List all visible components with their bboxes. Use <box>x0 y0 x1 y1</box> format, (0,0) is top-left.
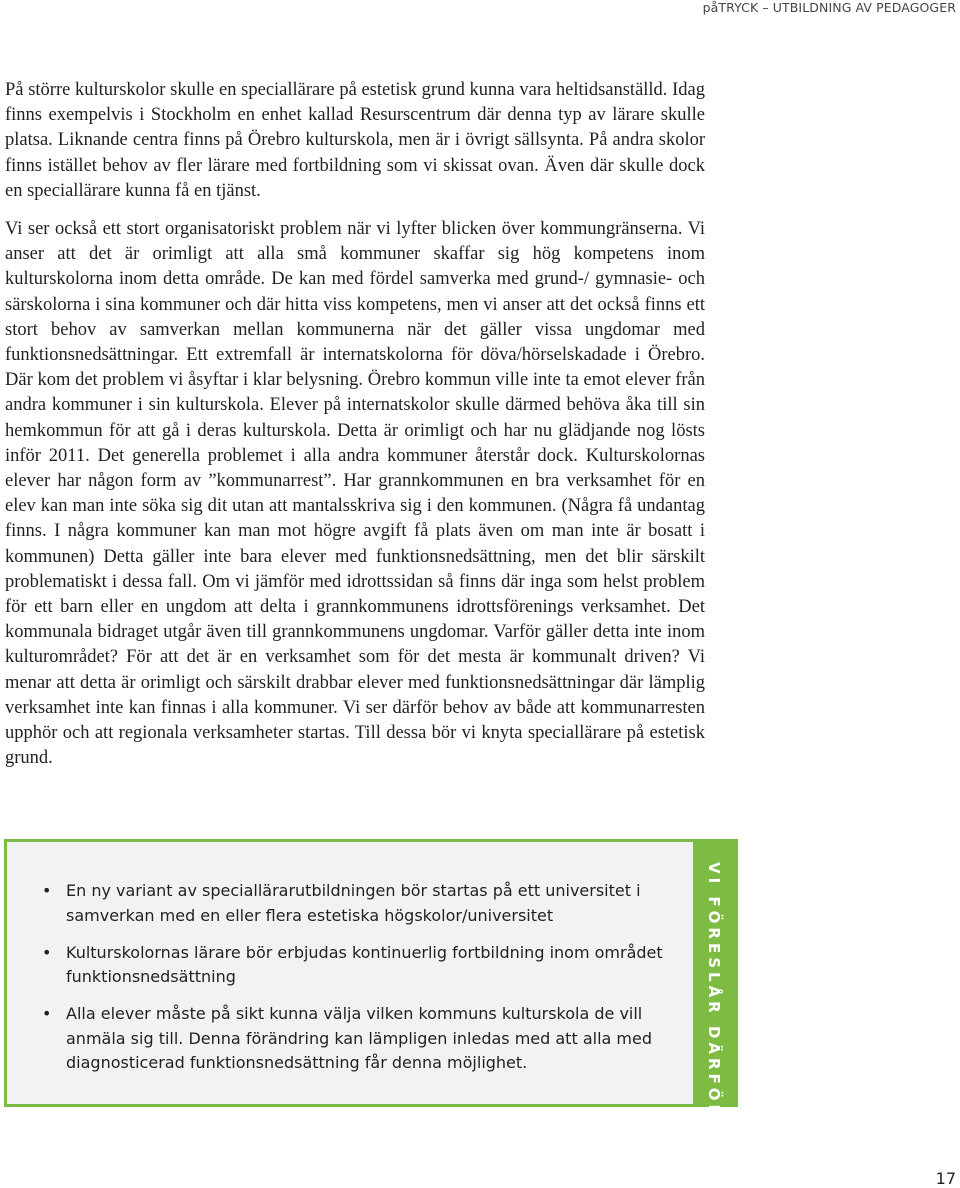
page-number: 17 <box>935 1169 956 1188</box>
list-item <box>42 879 672 928</box>
proposal-list <box>42 879 672 1088</box>
proposal-box <box>4 839 738 1149</box>
bullet-icon: • <box>42 1004 52 1023</box>
paragraph: På större kulturskolor skulle en speciallärare på estetisk grund kunna vara heltidsanställd. Idag finns exempelvis i Stockholm en enhet kallad Resurscentrum där denna typ av lärare skulle platsa. Liknande centra finns på Örebro kulturskola, men är i övrigt sällsynta. På andra skolor finns istället behov av fler lärare med fortbildning som vi skissat ovan. Även där skulle dock en speciallärare kunna få en tjänst. <box>5 80 705 201</box>
list-item <box>42 1002 672 1076</box>
running-header: påTRYCK – UTBILDNING AV PEDAGOGER <box>702 0 956 15</box>
list-item-text: En ny variant av speciallärarutbildningen bör startas på ett universitet i samverkan med en eller flera estetiska högskolor/universitet <box>66 881 641 925</box>
bullet-icon: • <box>42 942 52 962</box>
list-item-text: Kulturskolornas lärare bör erbjudas kontinuerlig fortbildning inom området funktionsnedsättning <box>66 942 663 986</box>
list-item <box>42 941 672 990</box>
side-tab-label: VI FÖRESLÅR DÄRFÖR … <box>705 862 723 1149</box>
paragraph: Vi ser också ett stort organisatoriskt problem när vi lyfter blicken över kommungränserna. Vi anser att det är orimligt att alla små kommuner skaffar sig hög kompetens inom kulturskolorna inom detta område. De kan med fördel samverka med grund-/ gymnasie- och särskolorna i sina kommuner och där hitta viss kompetens, men vi anser att det också finns ett stort behov av samverkan mellan kommunerna när det gäller vissa ungdomar med funktionsnedsättningar. Ett extremfall är internatskolorna för döva/hörselskadade i Örebro. Där kom det problem vi åsyftar i klar belysning. Örebro kommun ville inte ta emot elever från andra kommuner i sin kulturskola. Elever på internatskolor skulle därmed behöva åka till sin hemkommun för att gå i deras kulturskola. Detta är orimligt och har nu glädjande nog lösts inför 2011. Det generella problemet i alla andra kommuner återstår dock. Kulturskolornas elever har någon form av ”kommunarrest”. Har grannkommunen en bra verksamhet för en elev kan man inte söka sig dit utan att mantalsskriva sig i den kommunen. (Några få undantag finns. I några kommuner kan man mot högre avgift få plats även om man inte är bosatt i kommunen) Detta gäller inte bara elever med funktionsnedsättning, men det blir särskilt problematiskt i dessa fall. Om vi jämför med idrottssidan så finns där inga som helst problem för ett barn eller en ungdom att delta i grannkommunens idrottsförenings verksamhet. Det kommunala bidraget utgår även till grannkommunens ungdomar. Varför gäller detta inte inom kulturområdet? För att det är en verksamhet som för det mesta är kommunalt driven? Vi menar att detta är orimligt och särskilt drabbar elever med funktionsnedsättningar där lämplig verksamhet inte kan finnas i alla kommuner. Vi ser därför behov av både att kommunarresten upphör och att regionala verksamheter startas. Till dessa bör vi knyta speciallärare på estetisk grund. <box>5 219 705 769</box>
bullet-icon: • <box>42 881 52 900</box>
list-item-text: Alla elever måste på sikt kunna välja vilken kommuns kulturskola de vill anmäla sig till. Denna förändring kan lämpligen inledas med att alla med diagnosticerad funktionsnedsättning får denna möjlighet. <box>66 1004 652 1072</box>
body-text <box>5 78 705 784</box>
side-tab <box>693 842 735 1149</box>
